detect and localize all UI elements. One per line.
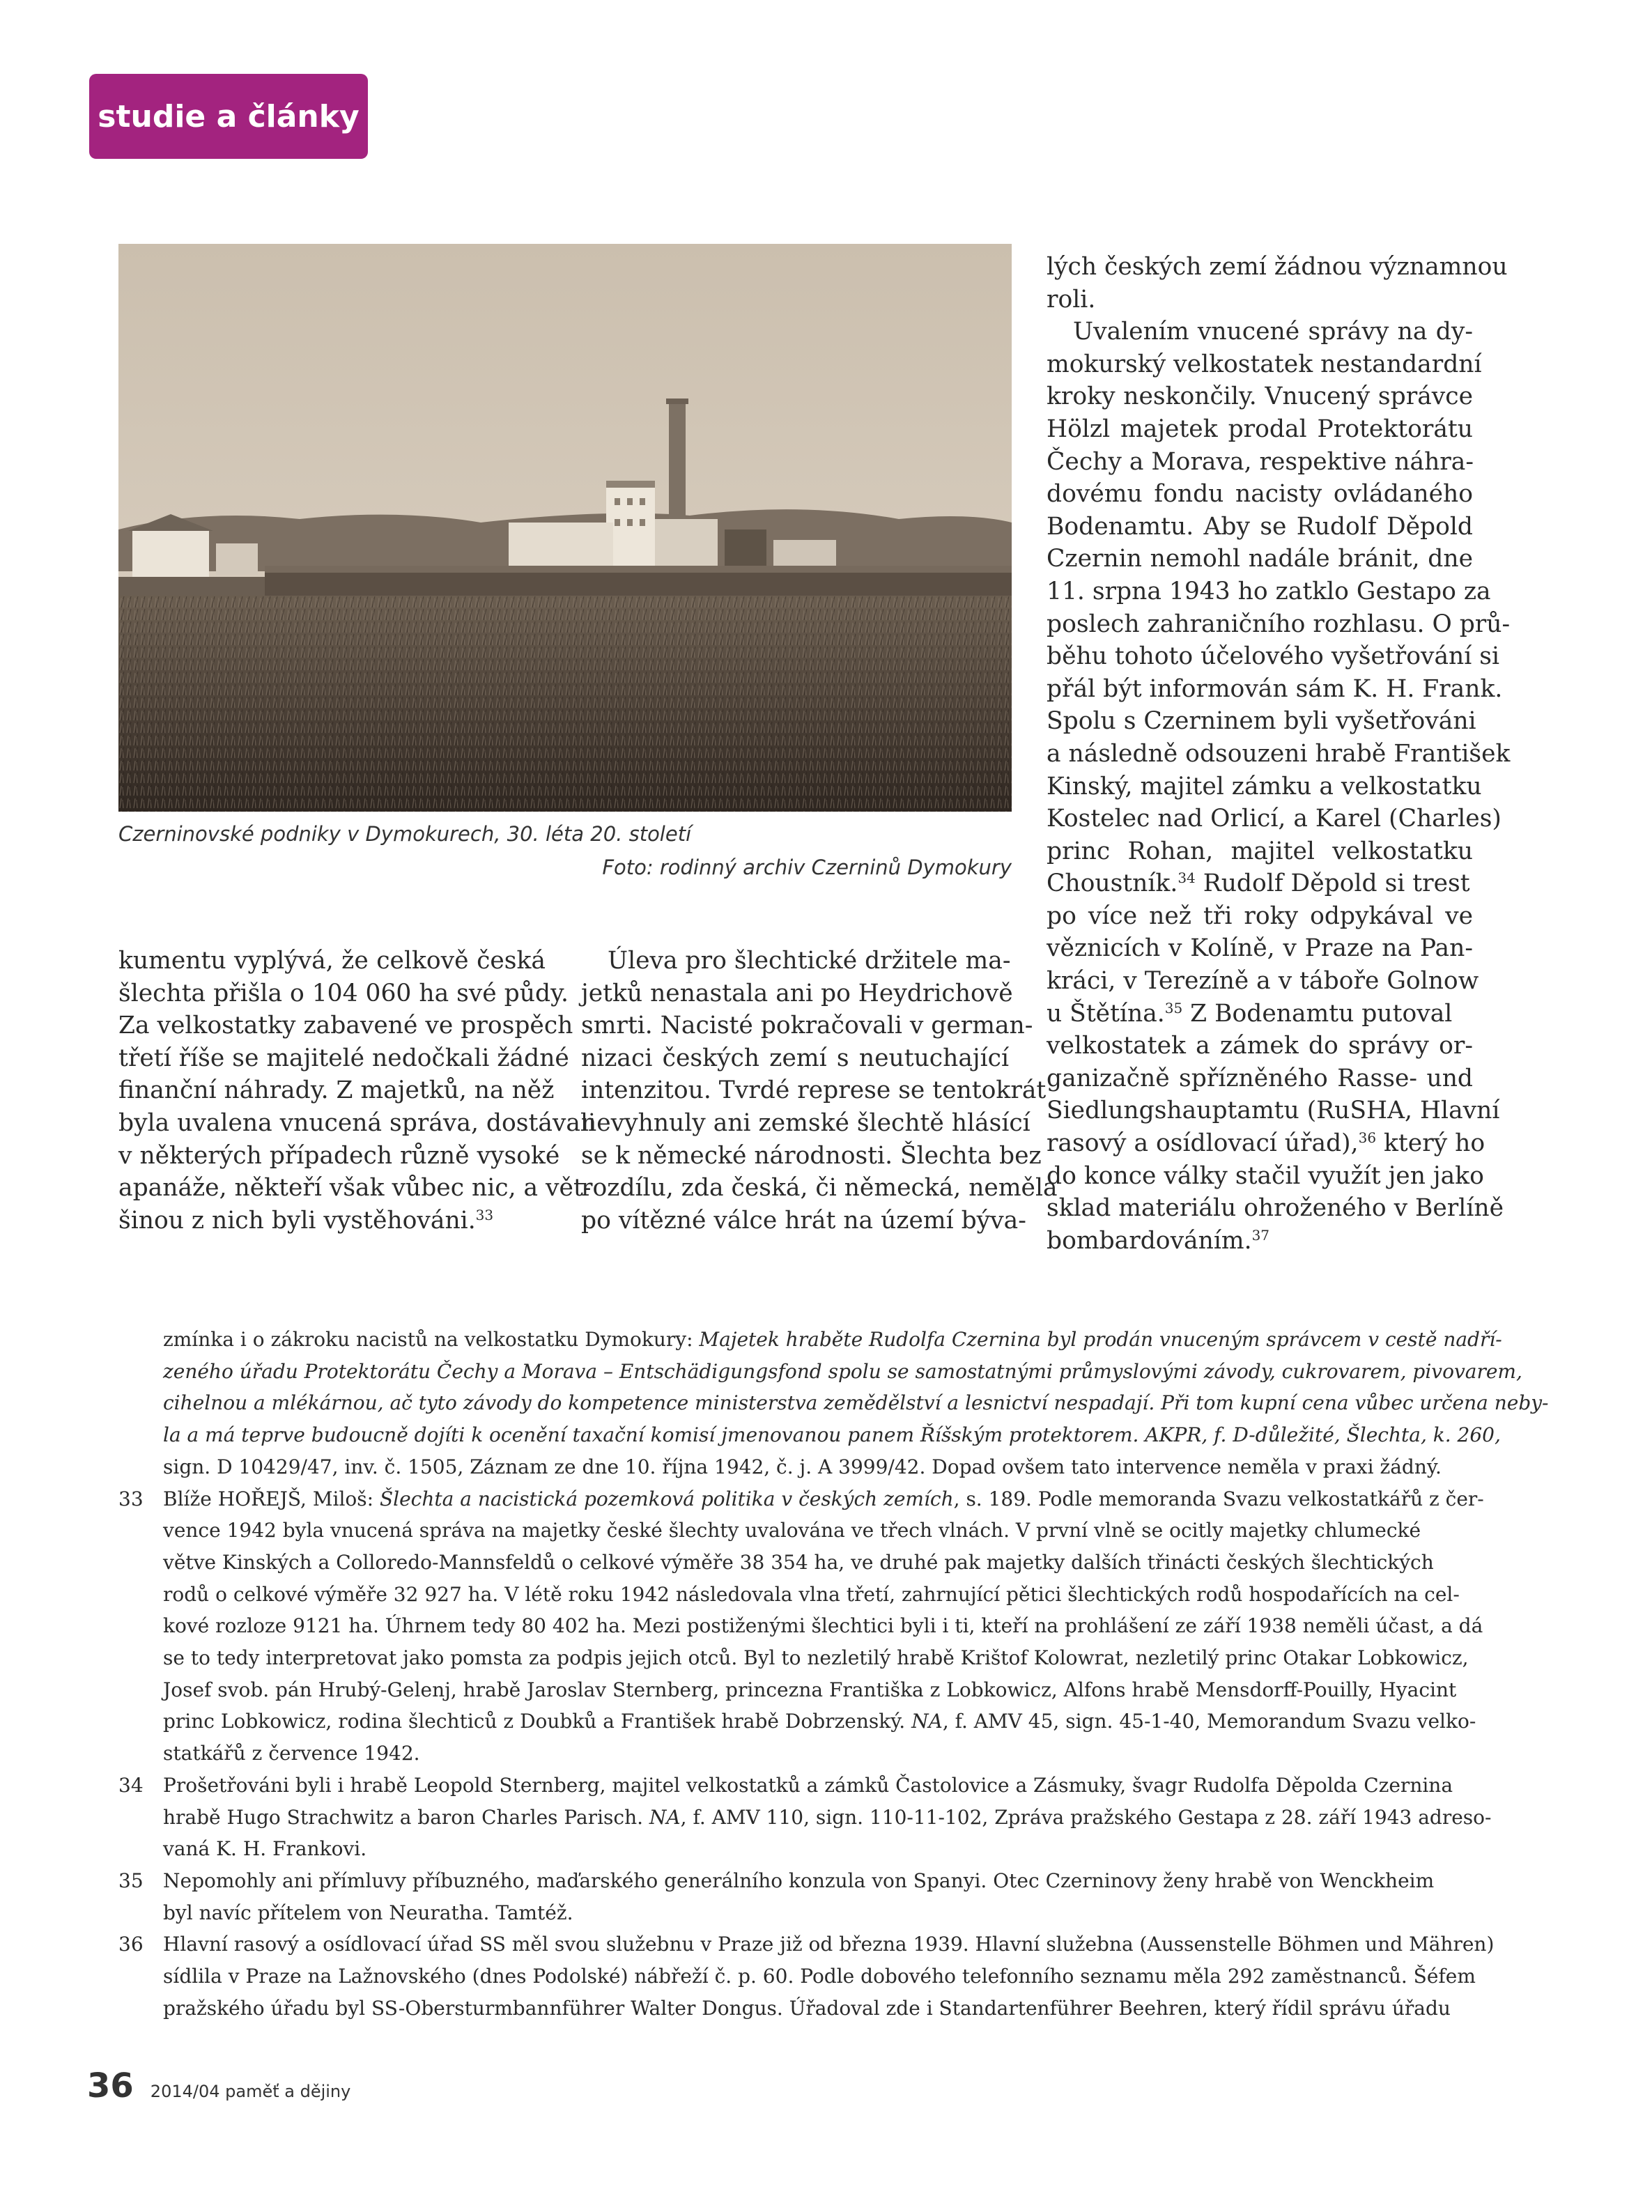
column-2-line: nizaci českých zemí s neutuchající bbox=[581, 1044, 1009, 1072]
column-3-line: přál být informován sám K. H. Frank. bbox=[1047, 674, 1503, 703]
footnote-ref-37[interactable]: 37 bbox=[1251, 1226, 1270, 1244]
column-2-line: po vítězné válce hrát na území býva- bbox=[581, 1206, 1026, 1235]
column-3-line: Spolu s Czerninem byli vyšetřováni bbox=[1047, 707, 1476, 736]
column-3-line: Kinský, majitel zámku a velkostatku bbox=[1047, 772, 1482, 801]
column-2 bbox=[581, 945, 1058, 1237]
factory-photo-image bbox=[118, 244, 1012, 812]
footnote-line: rodů o celkové výměře 32 927 ha. V létě roku 1942 následovala vlna třetí, zahrnující pětici šlechtických rodů hospodařících na cel- bbox=[163, 1582, 1460, 1606]
column-3-line: mokurský velkostatek nestandardní bbox=[1047, 350, 1482, 378]
footnote-34: 34 Prošetřováni byli i hrabě Leopold Sternberg, majitel velkostatků a zámků Častolovice a Zásmuky, švagr Rudolfa Děpolda Czernina bbox=[118, 1770, 1477, 1802]
footnote-number: 34 bbox=[118, 1773, 144, 1797]
column-3-line: Hölzl majetek prodal Protektorátu bbox=[1047, 415, 1473, 443]
footnote-number: 35 bbox=[118, 1869, 144, 1892]
column-2-line: se k německé národnosti. Šlechta bez bbox=[581, 1141, 1042, 1170]
footnotes bbox=[118, 1324, 1549, 2024]
column-3-line: ganizačně spřízněného Rasse- und bbox=[1047, 1064, 1473, 1092]
column-3-line: roli. bbox=[1047, 285, 1096, 314]
column-3-line: a následně odsouzeni hrabě František bbox=[1047, 739, 1511, 768]
column-3 bbox=[1047, 251, 1511, 1257]
column-3-line: Uvalením vnucené správy na dy- bbox=[1073, 318, 1473, 346]
column-3-line: Siedlungshauptamtu (RuSHA, Hlavní bbox=[1047, 1097, 1500, 1125]
column-3-line: rasový a osídlovací úřad),$^{36}$ který ho bbox=[1047, 1129, 1485, 1158]
column-3-line: po více než tři roky odpykával ve bbox=[1047, 902, 1473, 930]
column-1-line: apanáže, někteří však vůbec nic, a vět- bbox=[118, 1174, 592, 1202]
footnote-line: se to tedy interpretovat jako pomsta za podpis jejich otců. Byl to nezletilý hrabě Krištof Kolowrat, nezletilý princ Otakar Lobkowicz, bbox=[163, 1646, 1469, 1670]
footnote-number: 33 bbox=[118, 1487, 144, 1510]
footnote-ref-33[interactable]: 33 bbox=[475, 1206, 494, 1223]
factory-photo bbox=[118, 244, 1012, 812]
footnote-line: cihelnou a mlékárnou, ač tyto závody do kompetence ministerstva zemědělství a lesnictví nespadají. Při tom kupní cena vůbec určena neby- bbox=[163, 1391, 1549, 1415]
footnote-line: sídlila v Praze na Lažnovského (dnes Podolské) nábřeží č. p. 60. Podle dobového telefonního seznamu měla 292 zaměstnanců. Šéfem bbox=[163, 1965, 1476, 1988]
column-2-line: nevyhnuly ani zemské šlechtě hlásící bbox=[581, 1108, 1030, 1137]
column-1 bbox=[118, 945, 596, 1237]
column-3-line: 11. srpna 1943 ho zatklo Gestapo za bbox=[1047, 577, 1491, 605]
column-2-line: intenzitou. Tvrdé represe se tentokrát bbox=[581, 1076, 1047, 1105]
column-3-line: věznicích v Kolíně, v Praze na Pan- bbox=[1047, 934, 1473, 963]
column-3-line: princ Rohan, majitel velkostatku bbox=[1047, 837, 1473, 865]
column-3-line: u Štětína.$^{35}$ Z Bodenamtu putoval bbox=[1047, 999, 1453, 1028]
column-3-line: velkostatek a zámek do správy or- bbox=[1047, 1032, 1473, 1060]
column-3-line: bombardováním.$^{37}$ bbox=[1047, 1226, 1270, 1255]
photo-caption: Czerninovské podniky v Dymokurech, 30. léta 20. století bbox=[118, 822, 692, 846]
column-1-line: kumentu vyplývá, že celkově česká bbox=[118, 947, 546, 975]
footnote-ref-36[interactable]: 36 bbox=[1358, 1129, 1377, 1147]
page-footer bbox=[87, 2066, 350, 2108]
column-1-line: šlechta přišla o 104 060 ha své půdy. bbox=[118, 979, 569, 1007]
column-1-line: šinou z nich byli vystěhováni.$^{33}$ bbox=[118, 1206, 494, 1235]
column-2-line: rozdílu, zda česká, či německá, neměla bbox=[581, 1174, 1058, 1202]
column-3-line: lých českých zemí žádnou významnou bbox=[1047, 253, 1508, 281]
footnote-ref-35[interactable]: 35 bbox=[1164, 999, 1183, 1016]
footnote-line: hrabě Hugo Strachwitz a baron Charles Parisch. NA, f. AMV 110, sign. 110-11-102, Zpráva pražského Gestapa z 28. září 1943 adreso- bbox=[163, 1805, 1492, 1829]
page-number: 36 bbox=[87, 2066, 134, 2105]
column-3-line: poslech zahraničního rozhlasu. O prů- bbox=[1047, 610, 1511, 638]
column-3-line: Čechy a Morava, respektive náhra- bbox=[1047, 447, 1474, 476]
footnote-36: 36 Hlavní rasový a osídlovací úřad SS měl svou služebnu v Praze již od března 1939. Hlavní služebna (Aussenstelle Böhmen und Mähren) bbox=[118, 1928, 1477, 1960]
footnote-line: Josef svob. pán Hrubý-Gelenj, hrabě Jaroslav Sternberg, princezna Františka z Lobkowicz, Alfons hrabě Mensdorff-Pouilly, Hyacint bbox=[163, 1678, 1457, 1701]
column-3-line: Bodenamtu. Aby se Rudolf Děpold bbox=[1047, 512, 1473, 541]
column-3-line: kráci, v Terezíně a v táboře Golnow bbox=[1047, 967, 1479, 996]
issue-label: 2014/04 paměť a dějiny bbox=[150, 2082, 351, 2101]
footnote-line: vence 1942 byla vnucená správa na majetky české šlechty uvalována ve třech vlnách. V první vlně se ocitly majetky chlumecké bbox=[163, 1519, 1421, 1542]
footnote-number: 36 bbox=[118, 1933, 144, 1956]
column-3-line: kroky neskončily. Vnucený správce bbox=[1047, 382, 1473, 411]
footnote-line: zeného úřadu Protektorátu Čechy a Morava – Entschädigungsfond spolu se samostatnými průmyslovými závody, cukrovarem, pivovarem, bbox=[163, 1359, 1522, 1383]
column-1-line: byla uvalena vnucená správa, dostávali bbox=[118, 1108, 596, 1137]
footnote-line: zmínka i o zákroku nacistů na velkostatku Dymokury: Majetek hraběte Rudolfa Czernina byl prodán vnuceným správcem v cestě nadří- bbox=[163, 1328, 1502, 1351]
column-3-line: sklad materiálu ohroženého v Berlíně bbox=[1047, 1194, 1504, 1223]
section-tag: studie a články bbox=[89, 74, 368, 159]
column-3-line: běhu tohoto účelového vyšetřování si bbox=[1047, 642, 1500, 671]
footnote-ref-34[interactable]: 34 bbox=[1178, 869, 1196, 887]
photo-credit: Foto: rodinný archiv Czerninů Dymokury bbox=[602, 856, 1012, 879]
footnote-line: větve Kinských a Colloredo-Mannsfeldů o celkové výměře 38 354 ha, ve druhé pak majetky dalších třinácti českých šlechtických bbox=[163, 1550, 1434, 1574]
column-3-line: Czernin nemohl nadále bránit, dne bbox=[1047, 545, 1473, 573]
column-3-line: Kostelec nad Orlicí, a Karel (Charles) bbox=[1047, 805, 1502, 833]
footnote-line: statkářů z července 1942. bbox=[163, 1742, 420, 1765]
column-1-line: v některých případech různě vysoké bbox=[118, 1141, 560, 1170]
column-1-line: Za velkostatky zabavené ve prospěch bbox=[118, 1012, 573, 1040]
footnote-line: princ Lobkowicz, rodina šlechticů z Doubků a František hrabě Dobrzenský. NA, f. AMV 45, sign. 45-1-40, Memorandum Svazu velko- bbox=[163, 1710, 1476, 1733]
footnote-line: vaná K. H. Frankovi. bbox=[163, 1837, 367, 1861]
footnote-35: 35 Nepomohly ani přímluvy příbuzného, maďarského generálního konzula von Spanyi. Otec Czerninovy ženy hrabě von Wenckheim bbox=[118, 1865, 1477, 1897]
footnote-line: sign. D 10429/47, inv. č. 1505, Záznam ze dne 10. října 1942, č. j. A 3999/42. Dopad ovšem tato intervence neměla v praxi žádný. bbox=[163, 1455, 1442, 1478]
footnote-line: la a má teprve budoucně dojíti k ocenění taxační komisí jmenovanou panem Říšským protektorem. AKPR, f. D-důležité, Šlechta, k. 260, bbox=[163, 1423, 1501, 1447]
column-3-line: Choustník.$^{34}$ Rudolf Děpold si trest bbox=[1047, 869, 1470, 898]
column-3-line: dovému fondu nacisty ovládaného bbox=[1047, 480, 1473, 509]
column-2-line: jetků nenastala ani po Heydrichově bbox=[581, 979, 1013, 1007]
footnote-line: byl navíc přítelem von Neuratha. Tamtéž. bbox=[163, 1901, 573, 1924]
footnote-line: kové rozloze 9121 ha. Úhrnem tedy 80 402 ha. Mezi postiženými šlechtici byli i ti, kteří na prohlášení ze září 1938 neměli účast, a dá bbox=[163, 1614, 1483, 1638]
column-2-line: Úleva pro šlechtické držitele ma- bbox=[608, 947, 1011, 975]
column-2-line: smrti. Nacisté pokračovali v german- bbox=[581, 1012, 1033, 1040]
footnote-line: pražského úřadu byl SS-Obersturmbannführer Walter Dongus. Úřadoval zde i Standartenführer Beehren, který řídil správu úřadu bbox=[163, 1996, 1451, 2020]
column-3-line: do konce války stačil využít jen jako bbox=[1047, 1161, 1484, 1190]
column-1-line: finanční náhrady. Z majetků, na něž bbox=[118, 1076, 555, 1105]
footnote-33: 33 Blíže HOŘEJŠ, Miloš: Šlechta a nacistická pozemková politika v českých zemích, s. 189. Podle memoranda Svazu velkostatkářů z čer- bbox=[118, 1483, 1477, 1515]
column-1-line: třetí říše se majitelé nedočkali žádné bbox=[118, 1044, 569, 1072]
